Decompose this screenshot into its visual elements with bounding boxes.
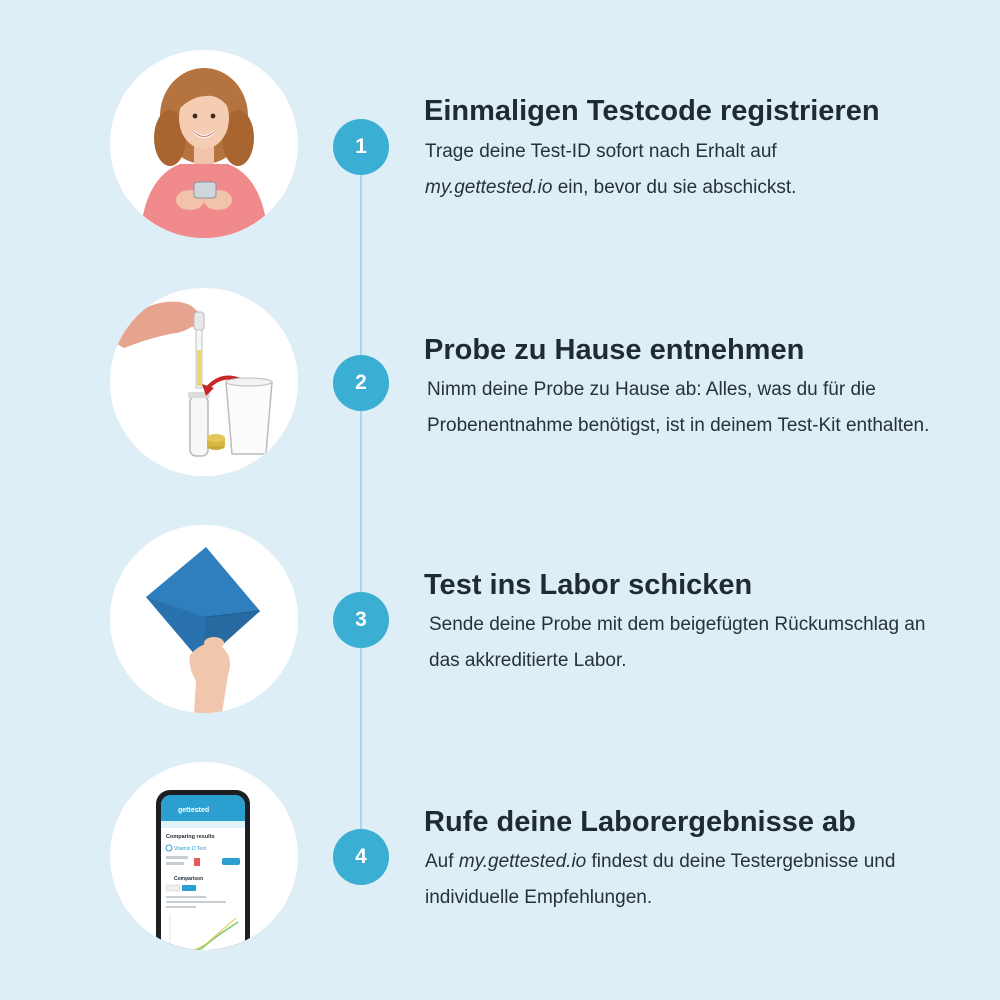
step-2-badge: 2 — [333, 355, 389, 411]
step-4-description — [425, 844, 945, 916]
step-3-title: Test ins Labor schicken — [424, 569, 753, 601]
step-3-badge: 3 — [333, 592, 389, 648]
step-1-link[interactable]: my.gettested.io — [425, 177, 553, 198]
phone-test-name: Vitamin D Test — [174, 846, 207, 852]
step-4-desc-before: Auf — [425, 851, 459, 872]
sample-tube-illustration — [110, 288, 298, 476]
step-1-desc-before: Trage deine Test-ID sofort nach Erhalt auf — [425, 141, 777, 162]
step-3-description: Sende deine Probe mit dem beigefügten Rückumschlag an das akkreditierte Labor. — [429, 614, 926, 671]
step-4-desc-after: findest du deine Testergebnisse und individuelle Empfehlungen. — [425, 851, 896, 908]
step-1-description — [425, 134, 965, 206]
timeline-line — [360, 148, 362, 858]
step-1-title: Einmaligen Testcode registrieren — [424, 95, 880, 127]
step-2-image — [110, 288, 298, 476]
phone-brand: gettested — [178, 807, 210, 814]
phone-heading: Comparing results — [166, 834, 215, 840]
woman-with-phone-photo — [110, 50, 298, 238]
phone-section: Comparison — [174, 876, 204, 882]
phone-results-screen — [110, 762, 298, 950]
step-3-image — [110, 525, 298, 713]
step-4-link[interactable]: my.gettested.io — [458, 851, 587, 872]
step-1-desc-after: ein, bevor du sie abschickst. — [552, 177, 797, 198]
envelope-in-hand-photo — [110, 525, 298, 713]
step-2-title: Probe zu Hause entnehmen — [424, 334, 805, 366]
step-1-badge: 1 — [333, 119, 389, 175]
step-4-title: Rufe deine Laborergebnisse ab — [424, 806, 856, 838]
step-4-badge: 4 — [333, 829, 389, 885]
step-1-image — [110, 50, 298, 238]
step-2-description: Nimm deine Probe zu Hause ab: Alles, was du für die Probenentnahme benötigst, ist in deinem Test-Kit enthalten. — [427, 379, 930, 436]
step-4-image — [110, 762, 298, 950]
